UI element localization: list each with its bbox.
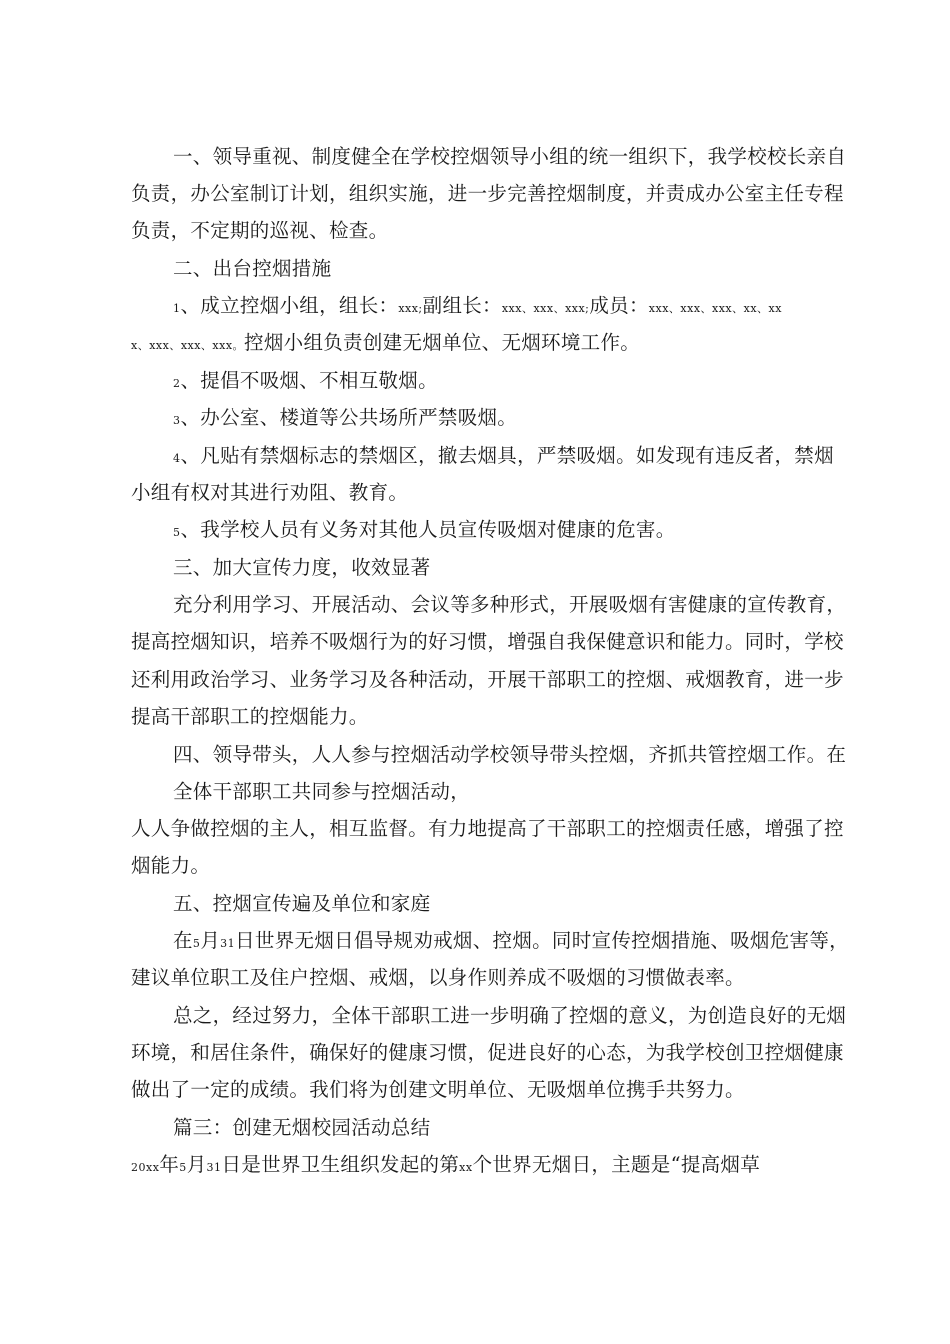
section-3-line-3: 还利用政治学习、业务学习及各种活动，开展干部职工的控烟、戒烟教育，进一步 (131, 668, 844, 691)
section-5-text-a: 在 (173, 929, 193, 952)
item-1-leader: xxx; (398, 302, 423, 315)
section-3-line-4: 提高干部职工的控烟能力。 (131, 705, 369, 728)
item-1-members: xxx、xxx、xxx、xx、xx (648, 302, 782, 315)
section-4-line-1: 四、领导带头，人人参与控烟活动学校领导带头控烟，齐抓共管控烟工作。在 (173, 743, 847, 766)
item-2-number: 2 (173, 377, 181, 390)
section-5-title: 五、控烟宣传遍及单位和家庭 (173, 892, 431, 915)
item-5-number: 5 (173, 526, 181, 539)
part-3-text-f: 日是世界卫生组织发起的第 (221, 1153, 460, 1176)
section-5-text-e: 日世界无烟日倡导规劝戒烟、控烟。同时宣传控烟措施、吸烟危害等， (235, 929, 849, 952)
item-1-members-cont: x、xxx、xxx、xxx。 (131, 339, 245, 352)
conclusion-line-1: 总之，经过努力，全体干部职工进一步明确了控烟的意义，为创造良好的无烟 (173, 1004, 847, 1027)
para-1-line-3: 负责，不定期的巡视、检查。 (131, 219, 389, 242)
section-3-line-1: 充分利用学习、开展活动、会议等多种形式，开展吸烟有害健康的宣传教育， (173, 593, 847, 616)
part-3-text-h: 个世界无烟日，主题是“提高烟草 (472, 1153, 761, 1176)
section-5-line-2: 建议单位职工及住户控烟、戒烟，以身作则养成不吸烟的习惯做表率。 (131, 966, 745, 989)
part-3-month: 5 (179, 1161, 187, 1174)
item-1-text-a: 、成立控烟小组，组长： (180, 294, 399, 317)
item-4-number: 4 (173, 452, 181, 465)
section-3-line-2: 提高控烟知识，培养不吸烟行为的好习惯，增强自我保健意识和能力。同时，学校 (131, 630, 844, 653)
item-4-line-2: 小组有权对其进行劝阻、教育。 (131, 481, 409, 504)
section-4-line-4: 烟能力。 (131, 854, 211, 877)
section-5-day: 31 (220, 937, 236, 950)
item-1-line-1 (173, 287, 950, 325)
part-3-title: 篇三：创建无烟校园活动总结 (173, 1116, 431, 1139)
part-3-line-1 (131, 1146, 950, 1184)
section-4-line-3: 人人争做控烟的主人，相互监督。有力地提高了干部职工的控烟责任感，增强了控 (131, 817, 844, 840)
part-3-day: 31 (206, 1161, 222, 1174)
conclusion-line-3: 做出了一定的成绩。我们将为创建文明单位、无吸烟单位携手共努力。 (131, 1078, 745, 1101)
part-3-ordinal: xx (459, 1161, 473, 1174)
item-1-text-c: 副组长： (422, 294, 502, 317)
item-3-text: 、办公室、楼道等公共场所严禁吸烟。 (180, 406, 518, 429)
item-1-text-h: 控烟小组负责创建无烟单位、无烟环境工作。 (244, 331, 641, 354)
item-1-text-e: 成员： (589, 294, 649, 317)
item-5-text: 、我学校人员有义务对其他人员宣传吸烟对健康的危害。 (180, 518, 676, 541)
item-1-deputies: xxx、xxx、xxx; (501, 302, 590, 315)
item-3 (173, 399, 950, 437)
part-3-text-d: 月 (186, 1153, 207, 1176)
section-3-title: 三、加大宣传力度，收效显著 (173, 556, 431, 579)
item-4-line-1 (173, 437, 950, 475)
item-1-number: 1 (173, 302, 181, 315)
para-1-line-1: 一、领导重视、制度健全在学校控烟领导小组的统一组织下，我学校校长亲自 (173, 145, 847, 168)
item-4-text: 、凡贴有禁烟标志的禁烟区，撤去烟具，严禁吸烟。如发现有违反者，禁烟 (180, 444, 834, 467)
item-2 (173, 362, 950, 400)
item-5 (173, 511, 950, 549)
conclusion-line-2: 环境，和居住条件，确保好的健康习惯，促进良好的心态，为我学校创卫控烟健康 (131, 1041, 844, 1064)
section-4-line-2: 全体干部职工共同参与控烟活动， (173, 780, 471, 803)
section-2-title: 二、出台控烟措施 (173, 257, 332, 280)
para-1-line-2: 负责，办公室制订计划，组织实施，进一步完善控烟制度，并责成办公室主任专程 (131, 182, 844, 205)
item-2-text: 、提倡不吸烟、不相互敬烟。 (180, 369, 438, 392)
part-3-year: 20xx (131, 1161, 160, 1174)
item-3-number: 3 (173, 414, 181, 427)
item-1-line-2 (131, 324, 950, 362)
section-5-text-c: 月 (200, 929, 221, 952)
section-5-line-1 (173, 922, 950, 960)
section-5-month: 5 (192, 937, 201, 950)
part-3-text-b: 年 (159, 1153, 180, 1176)
